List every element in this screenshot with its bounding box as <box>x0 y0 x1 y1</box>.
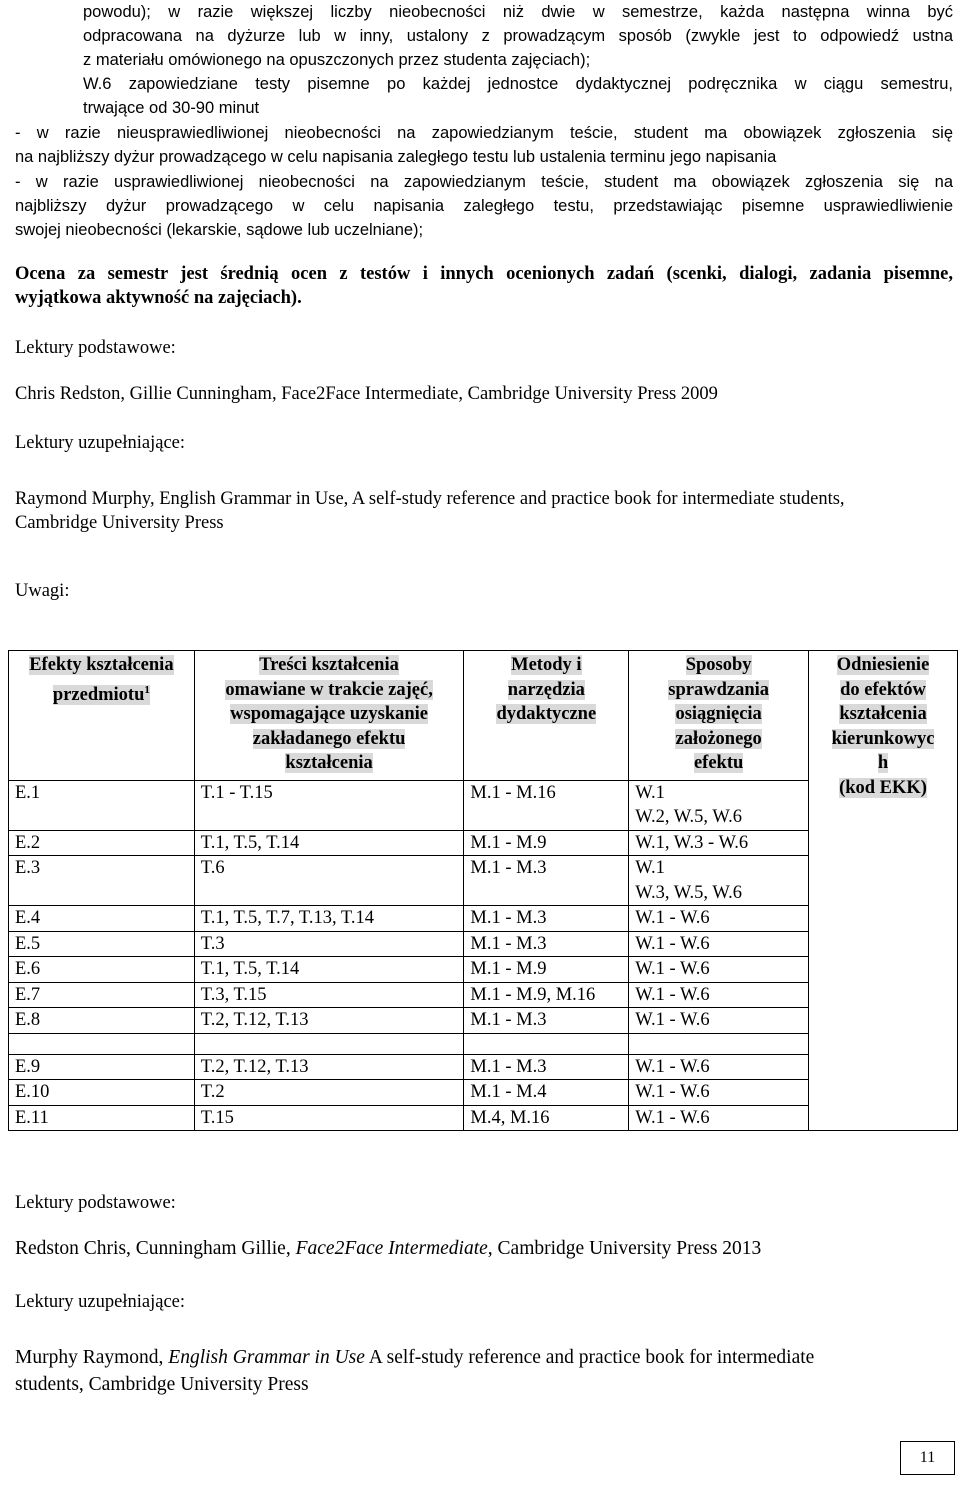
grade-note-line-2: wyjątkowa aktywność na zajęciach). <box>15 288 302 308</box>
intro-line-2: odpracowana na dyżurze lub w inny, ustalony z prowadzącym sposób (zwykle jest to odpowiedź ustna <box>83 27 953 45</box>
table-row: E.3 T.6 M.1 - M.3 W.1 W.3, W.5, W.6 <box>9 856 958 906</box>
extra-literature-heading: Lektury uzupełniające: <box>15 433 186 453</box>
intro-line-6: - w razie nieusprawiedliwionej nieobecności na zapowiedzianym teście, student ma obowiązek zgłoszenia się <box>15 124 953 142</box>
table-row: E.6 T.1, T.5, T.14 M.1 - M.9 W.1 - W.6 <box>9 957 958 983</box>
intro-line-10: swojej nieobecności (lekarskie, sądowe lub uczelniane); <box>15 221 424 239</box>
table-row: E.5 T.3 M.1 - M.3 W.1 - W.6 <box>9 931 958 957</box>
remarks-heading: Uwagi: <box>15 581 70 601</box>
basic-literature-heading: Lektury podstawowe: <box>15 338 176 358</box>
basic-literature-heading-2: Lektury podstawowe: <box>15 1193 176 1213</box>
table-row: E.4 T.1, T.5, T.7, T.13, T.14 M.1 - M.3 W.1 - W.6 <box>9 906 958 932</box>
extra-literature-line-1-2: Murphy Raymond, English Grammar in Use A self-study reference and practice book for intermediate <box>15 1347 815 1368</box>
basic-literature-text-2: Redston Chris, Cunningham Gillie, Face2Face Intermediate, Cambridge University Press 2013 <box>15 1238 762 1259</box>
table-row: E.11 T.15 M.4, M.16 W.1 - W.6 <box>9 1105 958 1131</box>
extra-literature-line-2: Cambridge University Press <box>15 513 224 533</box>
intro-line-5: trwające od 30-90 minut <box>83 99 260 117</box>
grade-note-line-1: Ocena za semestr jest średnią ocen z testów i innych ocenionych zadań (scenki, dialogi, zadania pisemne, <box>15 264 953 284</box>
header-content: Treści kształcenia omawiane w trakcie zajęć, wspomagające uzyskanie zakładanego efektu kształcenia <box>194 651 464 781</box>
table-row: E.1 T.1 - T.15 M.1 - M.16 W.1 W.2, W.5, W.6 <box>9 780 958 830</box>
table-row: E.7 T.3, T.15 M.1 - M.9, M.16 W.1 - W.6 <box>9 982 958 1008</box>
book-title: Face2Face Intermediate <box>295 1238 488 1259</box>
intro-line-9: najbliższy dyżur prowadzącego w celu napisania zaległego testu, przedstawiając pisemne usprawiedliwienie <box>15 197 953 215</box>
basic-literature-text: Chris Redston, Gillie Cunningham, Face2Face Intermediate, Cambridge University Press 2009 <box>15 384 718 404</box>
intro-line-8: - w razie usprawiedliwionej nieobecności na zapowiedzianym teście, student ma obowiązek zgłoszenia się na <box>15 173 953 191</box>
header-outcomes: Efekty kształcenia przedmiotu$^1$ <box>9 651 195 781</box>
header-ekk-reference: Odniesienie do efektów kształcenia kierunkowyc h (kod EKK) <box>809 651 958 1131</box>
table-row: E.10 T.2 M.1 - M.4 W.1 - W.6 <box>9 1080 958 1106</box>
table-row: E.9 T.2, T.12, T.13 M.1 - M.3 W.1 - W.6 <box>9 1054 958 1080</box>
learning-outcomes-table <box>8 650 958 1131</box>
header-assessment: Sposoby sprawdzania osiągnięcia założonego efektu <box>629 651 809 781</box>
page-number: 11 <box>900 1441 955 1475</box>
intro-line-4: W.6 zapowiedziane testy pisemne po każdej jednostce dydaktycznej podręcznika w ciągu semestru, <box>83 75 953 93</box>
extra-literature-line-1: Raymond Murphy, English Grammar in Use, A self-study reference and practice book for intermediate students, <box>15 489 845 509</box>
table-header-row <box>9 651 958 781</box>
intro-line-3: z materiału omówionego na opuszczonych przez studenta zajęciach); <box>83 51 591 69</box>
book-title: English Grammar in Use <box>168 1347 365 1368</box>
table-row: E.2 T.1, T.5, T.14 M.1 - M.9 W.1, W.3 - W.6 <box>9 830 958 856</box>
header-methods: Metody i narzędzia dydaktyczne <box>464 651 629 781</box>
extra-literature-heading-2: Lektury uzupełniające: <box>15 1292 186 1312</box>
intro-line-7: na najbliższy dyżur prowadzącego w celu napisania zaległego testu lub ustalenia terminu jego napisania <box>15 148 777 166</box>
intro-line-1: powodu); w razie większej liczby nieobecności niż dwie w semestrze, każda następna winna być <box>83 3 953 21</box>
table-row: E.8 T.2, T.12, T.13 M.1 - M.3 W.1 - W.6 <box>9 1008 958 1034</box>
extra-literature-line-2-2: students, Cambridge University Press <box>15 1374 309 1395</box>
